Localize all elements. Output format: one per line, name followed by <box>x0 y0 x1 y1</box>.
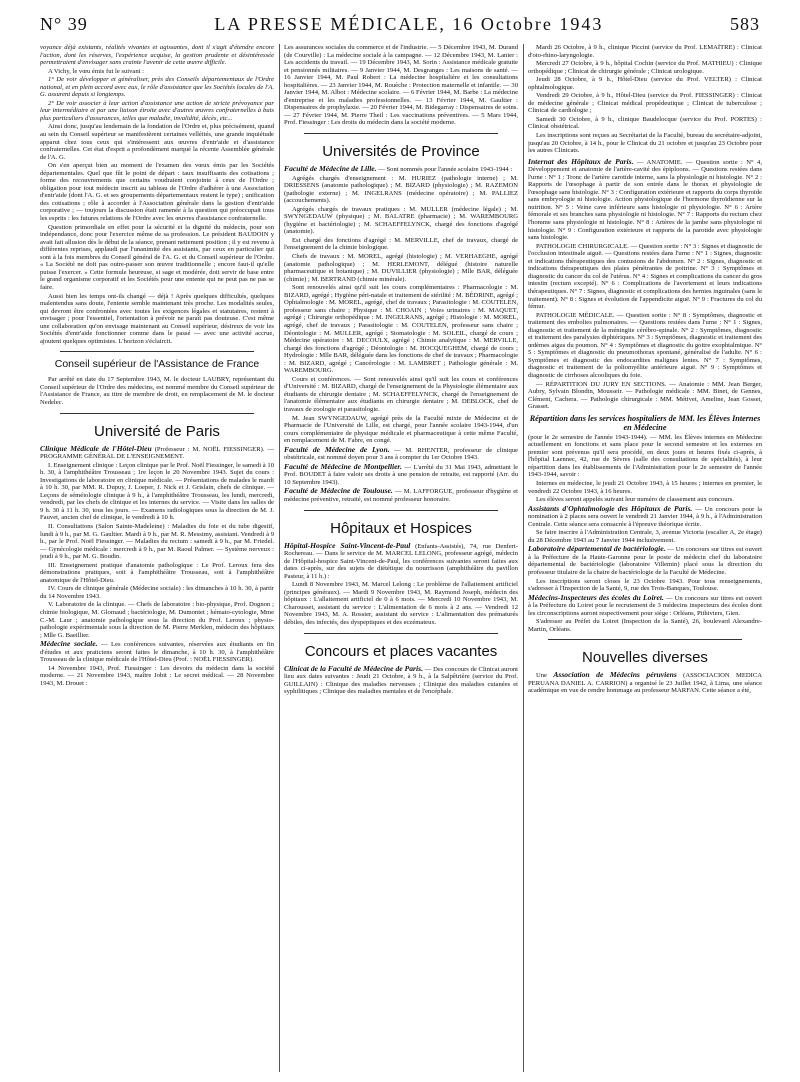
item-text: — Des concours de Clinicat auront lieu aux dates suivantes : Jeudi 21 Octobre, à 9 h., à la Salpêtrière (service du Prof. GUILLAIN) : Clinique des maladies nerveuses ; Clinique des maladies cutanées et syphilitiques ; Clinique des maladies mentales et de l'encéphale. <box>284 665 518 696</box>
item-text: (Professeur : M. NOËL FIESSINGER). — PROGRAMME GÉNÉRAL DE L'ENSEIGNEMENT. <box>40 445 274 461</box>
paragraph: PATHOLOGIE CHIRURGICALE. — Question sortie : N° 3 : Signes et diagnostic de l'occlusion intestinale aiguë. — Questions restées dans l'urne : N° 1 : Signes, diagnostic et indications thérapeutiques des contusions de l'abdomen. N° 2 : Signes, diagnostic et indications thérapeutiques des plaies pénétrantes de poitrine. N° 3 : Symptômes et diagnostic du cancer du col de l'utérus. N° 4 : Signes et complications du cancer du gros intestin (rectum excepté). N° 6 : Complications de l'avortement et leurs indications thérapeutiques. N° 7 : Signes, diagnostic et complications des hernies inguinales (sans le traitement). N° 8 : Signes et évolution de l'appendicite aiguë. N° 9 : Fractures du col du fémur. <box>528 242 762 311</box>
journal-title: LA PRESSE MÉDICALE, 16 Octobre 1943 <box>214 14 604 34</box>
item-title: Médecins-Inspecteurs des écoles du Loiret. <box>528 592 664 602</box>
paragraph: Mercredi 27 Octobre, à 9 h., hôpital Cochin (service du Prof. MATHIEU) : Clinique orthopédique ; Clinicat de chirurgie générale ; Clinicat urologique. <box>528 60 762 75</box>
paragraph: II. Consultations (Salon Sainte-Madeleine) : Maladies du foie et du tube digestif, lundi à 9 h., par M. G. Gaultier. Mardi à 9 h., par M. R. Messimy, assistant. Vendredi à 9 h., par le Prof. Noël Fiessinger. — Maladies du rectum : samedi à 9 h., par M. Friedel. — Gynécologie médicale : mercredi à 9 h., par M. Raoul Palmer. — Système nerveux : jeudi à 9 h., par M. G. Boudin. <box>40 522 274 561</box>
paragraph: Ainsi donc, jusqu'au lendemain de la fondation de l'Ordre et, plus précisément, quand au sein du Conseil supérieur se manifestèrent certaines velléités, une grande inquiétude apparut chez tous ceux qui s'intéressent aux œuvres d'entr'aide et d'assistance confraternelles. Cet état d'esprit a profondément marqué la récente Assemblée générale de l'A. G. <box>40 123 274 161</box>
item-text: — Un concours pour la nomination à 2 places sera ouvert le vendredi 21 Janvier 1944, à 9 h., à l'Administration Centrale. Cette séance sera consacrée à l'épreuve théorique écrite. <box>528 505 762 528</box>
paragraph: Se faire inscrire à l'Administration Centrale, 3, avenue Victoria (escalier A, 2e étage) du 28 Décembre 1943 au 7 Janvier 1944 inclusivement. <box>528 529 762 544</box>
section-heading: Universités de Province <box>322 143 480 161</box>
paragraph: Agrégés chargés d'enseignement : M. HURIEZ (pathologie interne) ; M. DRIESSENS (anatomie pathologique) ; M. BIZARD (physiologie) ; M. RAZEMON (pathologie externe) ; M. INGELRANS (médecine opératoire) ; M. PALLIEZ (accouchements). <box>284 174 518 205</box>
section-heading: Université de Paris <box>94 422 220 440</box>
item-text: — L'arrêté du 31 Mai 1943, admettant le Prof. BOUDET à faire valoir ses droits à une pension de retraite, est rapporté (Arr. du 10 Septembre 1943). <box>284 463 518 486</box>
paragraph: — RÉPARTITION DU JURY EN SECTIONS. — Anatomie : MM. Jean Berger, Aubry, Sylvain Blondin, Mousseir. — Pathologie médicale : MM. Binet, de Gennes, Clément, Cachera. — Pathologie chirurgicale : MM. Métivet, Ameline, Jean Gosset, Grasset. <box>528 380 762 411</box>
section-heading: Hôpitaux et Hospices <box>330 519 472 537</box>
page-number: 583 <box>729 14 760 34</box>
section-divider <box>304 510 498 511</box>
item-title: Clinique Médicale de l'Hôtel-Dieu <box>40 443 152 453</box>
item-title: Hôpital-Hospice Saint-Vincent-de-Paul <box>284 540 411 550</box>
paragraph: Est chargé des fonctions d'agrégé : M. MERVILLE, chef de travaux, chargé de l'enseignement de la chimie biologique. <box>284 236 518 252</box>
section-heading: Nouvelles diverses <box>582 649 708 667</box>
item-heading: Répartition dans les services hospitaliers de MM. les Élèves Internes en Médecine <box>529 413 761 433</box>
paragraph: Samedi 30 Octobre, à 9 h., clinique Baudelocque (service du Prof. PORTES) : Clinicat obstétrical. <box>528 115 762 131</box>
paragraph: IV. Cours de clinique générale (Médecine sociale) : les dimanches à 10 h. 30, à partir du 14 Novembre 1943. <box>40 585 274 600</box>
item-title: Faculté de Médecine de Lille. <box>284 164 377 174</box>
paragraph: Chefs de travaux : M. MOREL, agrégé (histologie) ; M. VERHAEGHE, agrégé (anatomie pathologique) ; M. HERLEMONT, délégué (histoire naturelle pharmaceutique et botanique) ; M. DUVILLIER (physiologie) ; Mlle BAR, déléguée (chimie) ; M. BERTRAND (chimie minérale). <box>284 253 518 283</box>
paragraph: (pour le 2e semestre de l'année 1943-1944). — MM. les Élèves internes en Médecine actuellement en fonctions et sans place pour le second semestre et les externes en premier sont prévenus qu'il sera procédé, en deux jours et heures fixés ci-après, à l'hôpital Laennec, 42, rue de Sèvres (salle des consultations de spécialités), à leur répartition dans les établissements de l'Administration pour le 2e semestre de l'année 1943-1944, savoir : <box>528 433 762 479</box>
section-divider <box>548 639 742 640</box>
item-text: — M. RHENTER, professeur de clinique obstétricale, est nommé doyen pour 3 ans à compter du 1er Octobre 1943. <box>284 446 518 462</box>
item-title: Médecine sociale. <box>40 639 98 649</box>
paragraph: Lundi 8 Novembre 1943, M. Marcel Lelong : Le problème de l'allaitement artificiel (principes généraux). — Mardi 9 Novembre 1943, M. Raymond Joseph, médecin des hôpitaux : L'allaitement artificiel de 0 à 6 mois. — Mercredi 10 Novembre 1943, M. Charousset, assistant du service : L'alimentation de 6 mois à 2 ans. — Vendredi 12 Novembre 1943, M. A. Rossier, assistant du service : L'alimentation des prématurés débiles, des infectés, des dyspeptiques et des eczémateux. <box>284 581 518 626</box>
item-text: — Un concours sur titres est ouvert à la Préfecture du Loiret pour le recrutement de 3 médecins inspecteurs des écoles dont les circonscriptions auront respectivement pour siège : Orléans, Pithiviers, Gien. <box>528 594 762 617</box>
item-title: Faculté de Médecine de Toulouse. <box>284 486 393 496</box>
item-title: Laboratoire départemental de bactériologie. <box>528 544 666 554</box>
paragraph: Mardi 26 Octobre, à 9 h., clinique Piccini (service du Prof. LEMAÎTRE) : Clinicat d'oto-rhino-laryngologie. <box>528 44 762 59</box>
paragraph: Question primordiale en effet pour la sécurité et la dignité du médecin, pour son indépendance, donc pour l'exercice même de sa profession. Le président BAUDOIN y avait fait allusion dès le début de la séance, prenant nettement position ; il y est revenu à différentes reprises, applaudi par l'unanimité des assistants, par ceux en particulier qui sont à la fois membres du Conseil général de l'A. G. et du Conseil supérieur de l'Ordre. « La Société ne doit pas outre-passer son œuvre traditionnelle ; encore faut-il qu'elle puisse l'exercer. » Cette formule heureuse, si sage et modérée, doit servir de base entre le grand organisme corporatif et les Sociétés pour une entente qui ne peut pas ne pas se faire. <box>40 223 274 291</box>
paragraph: PATHOLOGIE MÉDICALE. — Question sortie : N° 8 : Symptômes, diagnostic et traitement des embolies pulmonaires. — Questions restées dans l'urne : N° 1 : Signes, diagnostic et traitement de la méningite cérébro-spinale. N° 2 : Symptômes, diagnostic et traitement des paralysies diphtériques. N° 3 : Symptômes, diagnostic et traitement des œdèmes aigus du poumon. N° 4 : Symptômes et diagnostic du goitre exophtalmique. N° 5 : Symptômes et diagnostic du pneumothorax spontané, généralisé de l'adulte. N° 6 : Symptômes et diagnostic des endocardites malignes lentes. N° 7 : Symptômes, diagnostic et traitement de la poliomyélite antérieure aiguë. N° 9 : Symptômes et diagnostic de cirrhoses alcooliques du foie. <box>528 311 762 379</box>
item-title: Clinicat de la Faculté de Médecine de Paris. <box>284 663 423 673</box>
paragraph: 2° De voir associer à leur action d'assistance une action de stricte prévoyance par leur intermédiaire et par une liaison étroite avec d'autres œuvres confraternelles à buts plus particuliers d'assurances, telles que maladie, invalidité, décès, etc... <box>40 99 274 122</box>
paragraph: III. Enseignement pratique d'anatomie pathologique : Le Prof. Leroux fera des démonstrations pratiques, soit à l'amphithéâtre Trousseau, soit à l'amphithéâtre anatomique de l'Hôtel-Dieu. <box>40 561 274 584</box>
item-text: — Les conférences suivantes, réservées aux étudiants en fin d'études et aux praticiens seront faites le dimanche, à 10 h. 30, à l'amphithéâtre Trousseau de la clinique médicale de l'Hôtel-Dieu (Prof. : NOËL FIESSINGER). <box>40 641 274 664</box>
item-text: — Un concours sur titres est ouvert à la Préfecture de la Haute-Garonne pour le poste de médecin chef du laboratoire départemental de bactériologie (laboratoire Villemin) placé sous la direction du professeur titulaire de la chaire de bactériologie de la Faculté de Médecine. <box>528 546 762 576</box>
item-title: Faculté de Médecine de Montpellier. <box>284 461 402 471</box>
item-text: (ASSOCIACION MEDICA PERUANA DANIEL A. CARRION) a organisé le 23 Juillet 1942, à Lima, une séance académique en vue de rendre hommage au professeur MARFAN. Cette séance a été, <box>528 672 762 695</box>
paragraph: A Vichy, le vœu émis fut le suivant : <box>48 67 144 75</box>
paragraph: Agrégés chargés de travaux pratiques : M. MULLER (médecine légale) ; M. SWYNGEDAUW (physique) ; M. BALATRE (pharmacie) ; M. WAREMBOURG (hygiène et bactériologie) ; M. SCHAEFFELYNCK, chargé des fonctions d'agrégé (anatomie). <box>284 205 518 236</box>
paragraph: Cours et conférences. — Sont renouvelés ainsi qu'il suit les cours et conférences d'Université : M. BIZARD, chargé de l'enseignement de la Physiologie élémentaire aux étudiants de chirurgie dentaire ; M. SCHAEFFELYNCK, chargé de l'enseignement de l'anatomie élémentaire aux étudiants en chirurgie dentaire ; M. DEBLOCK, chef de travaux de zoologie et parasitologie. <box>284 375 518 413</box>
paragraph: S'adresser au Préfet du Loiret (Inspection de la Santé), 26, boulevard Alexandre-Martin, Orléans. <box>528 618 762 633</box>
paragraph: 14 Novembre 1943, Prof. Fiessinger : Les devoirs du médecin dans la société moderne. — 21 Novembre 1943, maître Jobit : Le secret médical. — 28 Novembre 1943, M. Drouet : <box>40 664 274 687</box>
column-right <box>528 44 762 1074</box>
paragraph: Sont renouvelés ainsi qu'il suit les cours complémentaires : Pharmacologie : M. BIZARD, agrégé ; Hygiène péri-natale et traitement de stérilité : M. BÉDRINE, agrégé ; Ophtalmologie : M. MOREL, agrégé, chef de travaux ; Parasitologie : M. COUTELEN, professeur sans chaire ; Physique : M. CHOAIN ; Voies urinaires : M. MAQUET, agrégé ; Chirurgie orthopédique : M. INGELRANS, agrégé ; Histologie : M. MOREL, agrégé, chef de travaux ; Parasitologie : M. COUTELEN, professeur sans chaire ; Déontologie : M. MULLER, agrégé ; Stomatologie : M. SOLEIL, chargé de cours ; Médecine opératoire : M. DECOULX, agrégé ; Chimie analytique : M. MERVILLE, chargé des fonctions d'agrégé ; Déontologie : M. HOCQUEGHEM, chargé de cours ; Hydrologie : Mlle BAR, déléguée dans les fonctions de chef de travaux ; Pharmacologie : M. BIZARD, agrégé ; Cancérologie : M. LAMBRET ; Pathologie générale : M. WAREMBOURG. <box>284 284 518 375</box>
paragraph: voyance déjà existants, réalités vivantes et agissantes, dont il s'agit d'étendre encore l'action, dont les réserves, l'expérience acquise, la gestion prudente et désintéressée permettraient d'envisager sans crainte l'avenir de cette œuvre difficile. <box>40 44 274 67</box>
item-text: — Sont nommés pour l'année scolaire 1943-1944 : <box>378 166 513 174</box>
page-header <box>40 14 760 38</box>
item-title: Association de Médecins péruviens <box>553 670 677 680</box>
paragraph: I. Enseignement clinique : Leçon clinique par le Prof. Noël Fiessinger, le samedi à 10 h. 30, à l'amphithéâtre Trousseau ; 1re leçon le 20 Novembre 1943. Sujet du cours : Investigations de laboratoire en clinique médicale. — Présentations de malades le mardi à 10 h. 30, par MM. R. Dupuy, J. Loeper, J. Nick et J. Grislain, chefs de clinique. — Leçons de séméiologie clinique à 9 h., à l'amphithéâtre Trousseau, les lundi, mercredi, vendredi, par les chefs de clinique et les internes du service. — Visite dans les salles de 9 h. 30 à 11 h. 30, tous les jours. — Examens radiologiques sous la direction de M. J. Fauvet, ancien chef de clinique, le vendredi à 10 h. <box>40 461 274 522</box>
paragraph: Internes en médecine, le jeudi 21 Octobre 1943, à 15 heures ; internes en premier, le vendredi 22 Octobre 1943, à 16 heures. <box>528 479 762 495</box>
column-rule <box>523 44 524 1072</box>
issue-number: N° 39 <box>40 14 88 34</box>
item-title: Assistants d'Ophtalmologie des Hôpitaux de Paris. <box>528 503 693 513</box>
column-left <box>40 44 274 1074</box>
section-heading: Conseil supérieur de l'Assistance de France <box>54 358 260 371</box>
section-divider <box>304 633 498 634</box>
section-divider <box>60 413 254 414</box>
paragraph: Par arrêté en date du 17 Septembre 1943, M. le docteur LAUBRY, représentant du Conseil supérieur de l'Ordre des médecins, est nommé membre du Conseil supérieur de l'Assistance de France, au titre de membre de droit, en remplacement de M. le docteur Nedelec. <box>40 376 274 406</box>
item-text: Une <box>536 672 547 680</box>
item-text: — ANATOMIE. — Question sortie : N° 4, Développement et anatomie de l'artère-cavité des épiploons. — Questions restées dans l'urne : N° 1 : Tronc de l'artère carotide interne, sans la physiologie ni histologie. N° 2 : Rapports de l'œsophage à partir de son entrée dans le thorax et physiologie de l'œsophage sans histologie. N° 3 : Configuration extérieure et rapports du corps thyroïde sans embryologie ni histologie. Action physiologique de l'hormone thyroïdienne sur la nutrition. N° 5 : Veine cave inférieure sans histologie ni physiologie. N° 6 : Artère fémorale et ses branches sans physiologie ni histologie. N° 7 : Rapports du rectum chez l'homme sans physiologie ni histologie. N° 8 : Artères de la jambe sans physiologie ni histologie. N° 9 : Configuration extérieure et rapports de la parotide avec physiologie sans histologie. <box>528 158 762 242</box>
paragraph: Aussi bien les temps ont-ils changé — déjà ! Après quelques difficultés, quelques malentendus sans doute, l'entente semble maintenant très proche. Les modalités seules, qui devront être confrontées avec toutes les exigences légales et statutaires, restent à envisager ; pour l'essentiel, l'orientation à prévoir ne paraît pas douteuse. C'est même une collaboration qu'on envisage maintenant au Conseil supérieur, désireux de voir les Sociétés d'entr'aide fonctionner comme dans le passé — avec une activité accrue, ajoutent quelques optimistes. L'horizon s'éclaircit. <box>40 292 274 345</box>
paragraph: Les élèves seront appelés suivant leur numéro de classement aux concours. <box>536 496 734 504</box>
paragraph: On s'en aperçut bien au moment de l'examen des vœux émis par les Sociétés départementales. Quel que fût le point de départ : taux insuffisants des cotisations ; forme des recouvrements que certains voudraient conjointe à ceux de l'Ordre ; obligation pour tout médecin inscrit au tableau de l'Ordre d'adhérer à une Association d'entr'aide (dont l'A. G. et ses groupements départementaux restent le type) ; unification des cotisations ; rôle à accorder à l'Association générale dans la gestion d'entr'aide corporative ; — toujours la discussion était ramenée à la question qui préoccupait tous les esprits : les futures relations de l'Ordre avec les œuvres d'assistance confraternelle. <box>40 162 274 223</box>
item-title: Faculté de Médecine de Lyon. <box>284 444 390 454</box>
paragraph: V. Laboratoire de la clinique. — Chefs de laboratoire : bio-physique, Prof. Dognon ; chimie biologique, M. Glomaud ; bactériologie, M. Dumontet ; hémato-cytologie, Mme C.-M. Laur ; anatomie pathologique sous la direction du Prof. Leroux ; physio-pathologie expérimentale sous la direction de M. Pierre Merklen, médecin des hôpitaux ; Mlle G. Baeillier. <box>40 601 274 639</box>
item-text: — M. LAFFORGUE, professeur d'hygiène et médecine préventive, retraité, est nommé professeur honoraire. <box>284 488 518 503</box>
paragraph: Vendredi 29 Octobre, à 9 h., Hôtel-Dieu (service du Prof. FIESSINGER) : Clinicat de médecine générale ; Clinicat médical propédeutique ; Clinicat de tuberculose ; Clinicat de cardiologie ; <box>528 92 762 115</box>
column-middle <box>284 44 518 1074</box>
paragraph: Les inscriptions sont reçues au Secrétariat de la Faculté, bureau du secrétaire-adjoint, jusqu'au 20 Octobre, à 14 h., pour le Clinicat du 21 octobre et jusqu'au 23 Octobre pour les autres Clinicats. <box>528 132 762 155</box>
paragraph: Les inscriptions seront closes le 23 Octobre 1943. Pour tous renseignements, s'adresser à l'Inspection de la Santé, 9, rue des Trois-Banques, Toulouse. <box>528 577 762 593</box>
item-title: Internat des Hôpitaux de Paris. <box>528 156 634 166</box>
paragraph: 1° De voir développer et généraliser, près des Conseils départementaux de l'Ordre national, et en plein accord avec eux, le rôle d'assistance que les Sociétés locales de l'A. G. assurent depuis si longtemps. <box>40 76 274 99</box>
column-rule <box>279 44 280 1072</box>
paragraph: Les assurances sociales du commerce et de l'industrie. — 5 Décembre 1943, M. Durand (de Courville) : La médecine sociale à la campagne. — 12 Décembre 1943, M. Lanier : Les accidents du travail. — 19 Décembre 1943, M. Sorin : Assistance médicale gratuite et pensionnés militaires. — 9 Janvier 1944, M. Desgranges : Les maisons de santé. — 16 Janvier 1944, M. Paul Robert : La médecine hospitalière et les consultations hospitalières. — 23 Janvier 1944, M. Rouèche : Protection maternelle et infantile. — 30 Janvier 1944, M. Albot : Médecine scolaire. — 6 Février 1944, M. Barbe : La médecine d'entreprise et les maladies professionnelles. — 13 Février 1944, M. Gaultier : Dispensaires de prophylaxie. — 20 Février 1944, M. Bidegarray : Dispensaires de soins. — 27 Février 1944, M. Pierre Theil : Les vaccinations préventives. — 5 Mars 1944, Prof. Fiessinger : Les droits du médecin dans la société moderne. <box>284 44 518 127</box>
section-heading: Concours et places vacantes <box>304 642 498 660</box>
section-divider <box>304 133 498 134</box>
section-divider <box>60 351 254 352</box>
paragraph: M. Jean SWYNGEDAUW, agrégé près de la Faculté mixte de Médecine et de Pharmacie de l'Université de Lille, est chargé, pour l'année scolaire 1943-1944, d'un cours complémentaire de physique médicale et pharmaceutique à cette même Faculté, en remplacement de M. Fabre, en congé. <box>284 414 518 445</box>
item-text: (Enfants-Assistés), 74, rue Denfert-Rochereau. — Dans le service de M. MARCEL LELONG, professeur agrégé, médecin de l'Hôpital-hospice Saint-Vincent-de-Paul, les conférences suivantes seront faites aux dates ci-après, sur des sujets de diététique du nourrisson (amphithéâtre du pavillon Pasteur, à 11 h.) : <box>284 542 518 580</box>
paragraph: Jeudi 28 Octobre, à 9 h., Hôtel-Dieu (service du Prof. VELTER) : Clinicat ophtalmologique. <box>528 76 762 91</box>
